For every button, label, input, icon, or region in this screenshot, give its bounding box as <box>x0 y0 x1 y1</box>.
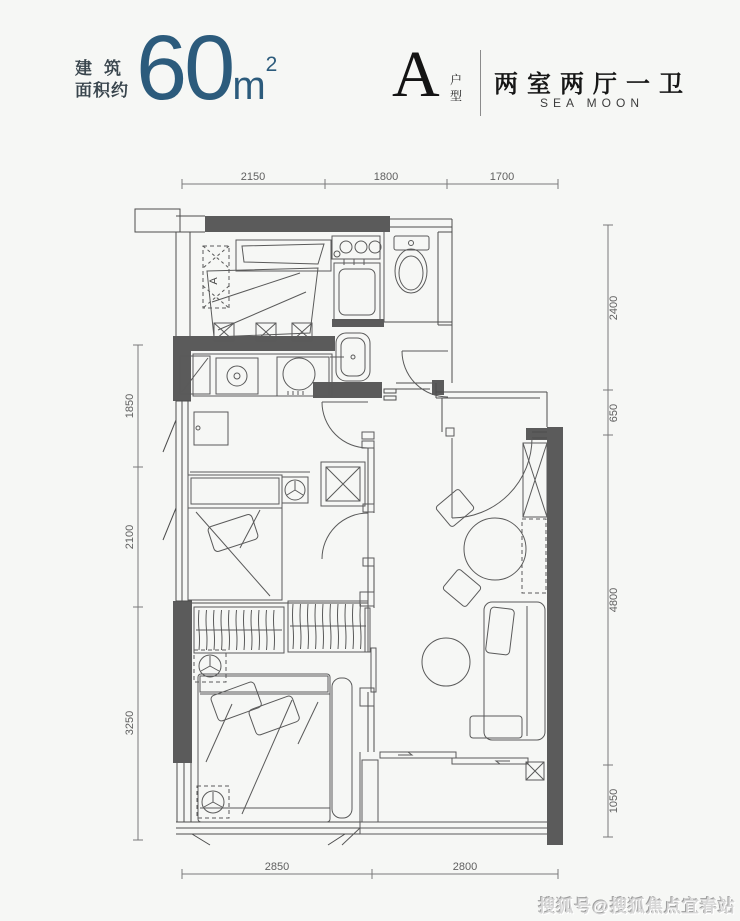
entry-jamb-clips <box>384 389 396 400</box>
cooktop <box>216 358 258 394</box>
ac-platform-label: A <box>208 277 220 285</box>
dim-label: 1800 <box>373 171 399 183</box>
bathroom <box>332 232 429 322</box>
dim-label: 2150 <box>240 171 266 183</box>
toilet-bowl-inner <box>399 256 423 290</box>
entry-alcove <box>396 383 547 432</box>
unit-type-label: 户型 <box>450 73 463 103</box>
kitchen-counter <box>193 354 332 396</box>
utility-room <box>203 240 331 341</box>
masterbed-pillow-1 <box>210 681 262 722</box>
area-label-line2: 面积约 <box>75 81 129 100</box>
sofa <box>470 602 545 740</box>
area-unit: m <box>232 64 266 108</box>
dim-label: 2800 <box>452 861 478 873</box>
wall-bath-right-double <box>438 219 452 383</box>
wall-left-upper <box>173 349 191 401</box>
dining-table <box>464 518 526 580</box>
dim-label: 650 <box>608 403 620 423</box>
washbasin-drain <box>351 355 355 359</box>
dim-label: 3250 <box>124 710 136 736</box>
bed2-quilt <box>188 508 282 596</box>
dim-label: 2100 <box>124 524 136 550</box>
stove-knob-3 <box>369 241 381 253</box>
ac-platform-cross <box>203 246 229 308</box>
dim-label: 2850 <box>264 861 290 873</box>
walls-outline <box>135 209 547 845</box>
toilet-tank <box>394 236 429 250</box>
wall-top <box>205 216 390 232</box>
master-bedroom <box>194 601 368 822</box>
faucet-ticks <box>344 259 364 265</box>
ac-platform <box>203 246 229 308</box>
cooktop-burner <box>227 366 247 386</box>
watermark: 搜狐号@搜狐焦点宜春站 <box>538 897 736 916</box>
balcony-x-box <box>526 762 544 780</box>
shaft-x-box <box>321 462 365 506</box>
wall-left-lower <box>173 601 192 763</box>
area-label-line1: 建筑 <box>75 59 133 78</box>
bed2-frame <box>188 475 282 600</box>
door-bedroom2-living <box>322 504 374 566</box>
door-entry <box>446 428 532 518</box>
dining-chair-1 <box>435 488 475 527</box>
layout-title: 两室两厅一卫 <box>494 71 692 98</box>
dim-label: 2400 <box>608 295 620 321</box>
dim-label: 1050 <box>608 788 620 814</box>
doors <box>322 351 532 706</box>
cabinet-top-inner <box>242 244 324 264</box>
toilet-button <box>409 241 414 246</box>
shower-tray-inner <box>339 269 375 315</box>
partition-bedroom2-double <box>368 448 374 603</box>
door-bedroom2-hall <box>322 402 374 448</box>
stove-knob-2 <box>355 241 367 253</box>
fan-symbol-bedroom2 <box>282 477 308 503</box>
balcony-left-edge <box>342 752 360 845</box>
area-superscript: 2 <box>265 53 278 76</box>
lamp-symbol-1 <box>194 650 226 682</box>
dimension-chain-top <box>182 171 558 189</box>
balcony <box>342 752 547 845</box>
masterbed-headboard <box>200 676 328 692</box>
sink-drainer <box>288 391 303 395</box>
wall-entry-jamb <box>432 380 444 395</box>
dim-label: 4800 <box>608 587 620 613</box>
window-bottom-master <box>176 822 360 845</box>
bed-bench <box>332 678 352 818</box>
angled-mat <box>207 268 318 337</box>
dining-chair-2 <box>442 568 482 607</box>
shower-tray <box>334 263 380 320</box>
washbasin-inner <box>341 338 365 376</box>
dim-label: 1700 <box>489 171 515 183</box>
masterbed-quilt <box>200 694 330 814</box>
dim-label: 1850 <box>124 393 136 419</box>
fridge <box>194 412 228 445</box>
top-left-notch <box>135 209 180 232</box>
balcony-rail <box>360 822 547 834</box>
wardrobe-2 <box>288 601 368 652</box>
area-number: 60 <box>136 17 233 119</box>
wall-kitchen-divider <box>173 336 335 351</box>
masterbed-frame <box>198 674 330 822</box>
window-top <box>390 219 452 232</box>
kitchen <box>180 354 332 445</box>
lamp-symbol-2 <box>197 786 229 818</box>
unit-type-letter: A <box>392 38 440 111</box>
dimension-chain-left <box>124 345 143 840</box>
window-left-low-triple <box>177 763 191 822</box>
layout-subtitle: SEA MOON <box>539 96 644 110</box>
dimension-chain-right <box>603 225 620 837</box>
masterbed-pillow-2 <box>248 695 300 736</box>
stove-knob-small <box>334 251 340 257</box>
window-left-mid-triple <box>176 401 192 601</box>
washroom <box>330 333 370 381</box>
stove-knob-1 <box>340 241 352 253</box>
living-dining <box>422 443 547 740</box>
cooktop-burner-dot <box>234 373 240 379</box>
wardrobe-1 <box>194 607 284 653</box>
casement-flaps-left <box>163 420 176 540</box>
bedroom2 <box>188 462 365 600</box>
bed2-headboard <box>191 478 279 504</box>
dimension-chain-bottom <box>182 861 558 879</box>
fridge-handle <box>196 426 200 430</box>
wall-upper-left-double <box>176 216 205 336</box>
closet-x-box <box>523 443 547 517</box>
wall-right <box>547 427 563 845</box>
kitchen-sink <box>283 358 315 390</box>
balcony-pillar <box>362 760 378 822</box>
rug <box>422 638 470 686</box>
sliding-door-balcony <box>380 752 528 764</box>
